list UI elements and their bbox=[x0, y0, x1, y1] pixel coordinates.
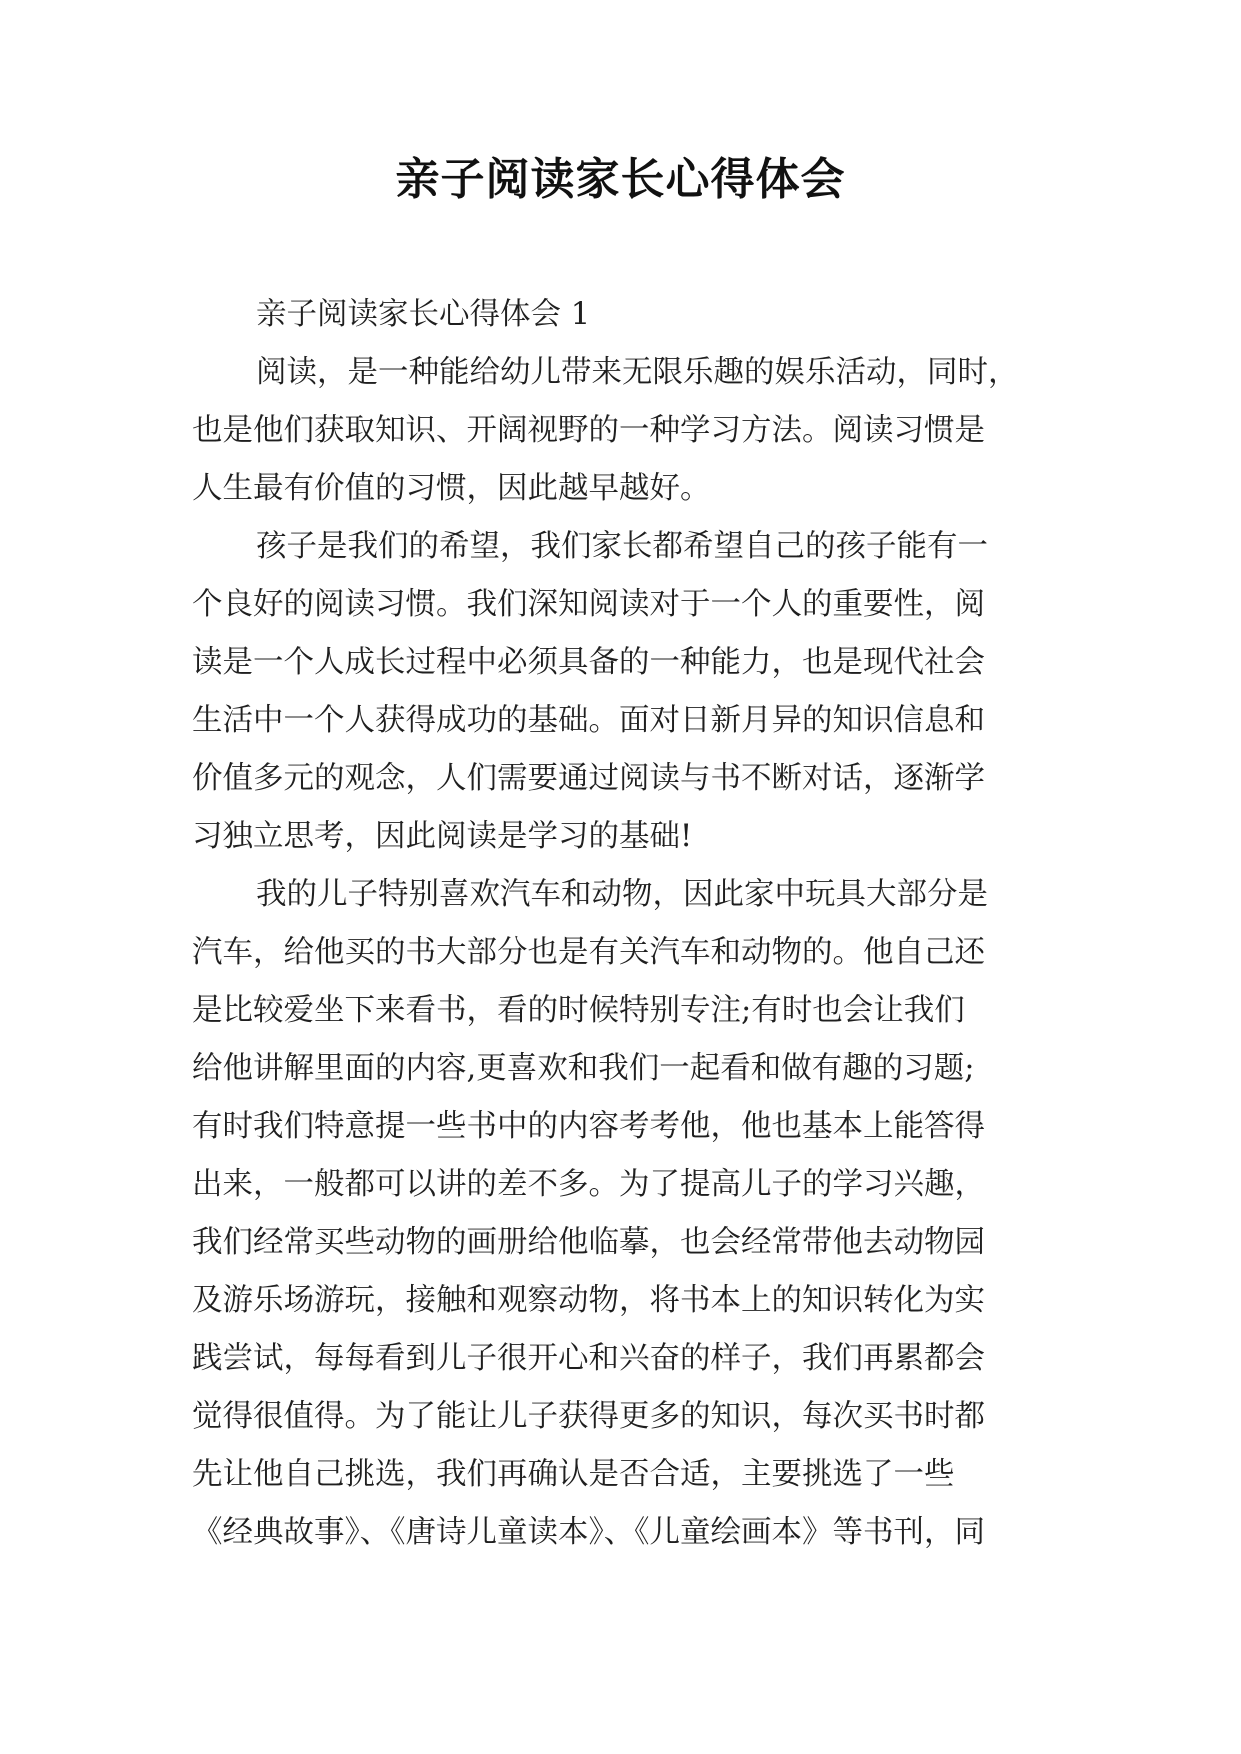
text-line: 价值多元的观念，人们需要通过阅读与书不断对话，逐渐学 bbox=[192, 761, 985, 796]
text-line: 《经典故事》、《唐诗儿童读本》、《儿童绘画本》等书刊，同 bbox=[192, 1515, 985, 1550]
text-line: 亲子阅读家长心得体会 1 bbox=[256, 297, 591, 332]
text-line: 阅读，是一种能给幼儿带来无限乐趣的娱乐活动，同时， bbox=[256, 355, 1019, 390]
document-body bbox=[192, 286, 1052, 1562]
text-line: 我们经常买些动物的画册给他临摹，也会经常带他去动物园 bbox=[192, 1225, 985, 1260]
text-line: 是比较爱坐下来看书，看的时候特别专注;有时也会让我们 bbox=[192, 993, 965, 1028]
text-line: 读是一个人成长过程中必须具备的一种能力，也是现代社会 bbox=[192, 645, 985, 680]
text-line: 汽车，给他买的书大部分也是有关汽车和动物的。他自己还 bbox=[192, 935, 985, 970]
text-line: 觉得很值得。为了能让儿子获得更多的知识，每次买书时都 bbox=[192, 1399, 985, 1434]
text-line: 人生最有价值的习惯，因此越早越好。 bbox=[192, 471, 711, 506]
text-line: 习独立思考，因此阅读是学习的基础! bbox=[192, 819, 693, 854]
document-title: 亲子阅读家长心得体会 bbox=[395, 154, 846, 205]
text-line: 我的儿子特别喜欢汽车和动物，因此家中玩具大部分是 bbox=[256, 877, 988, 912]
text-line: 也是他们获取知识、开阔视野的一种学习方法。阅读习惯是 bbox=[192, 413, 985, 448]
text-line: 生活中一个人获得成功的基础。面对日新月异的知识信息和 bbox=[192, 703, 985, 738]
text-line: 先让他自己挑选，我们再确认是否合适，主要挑选了一些 bbox=[192, 1457, 955, 1492]
text-line: 有时我们特意提一些书中的内容考考他，他也基本上能答得 bbox=[192, 1109, 985, 1144]
text-line: 给他讲解里面的内容,更喜欢和我们一起看和做有趣的习题; bbox=[192, 1051, 975, 1086]
text-line: 出来，一般都可以讲的差不多。为了提高儿子的学习兴趣， bbox=[192, 1167, 985, 1202]
text-line: 孩子是我们的希望，我们家长都希望自己的孩子能有一 bbox=[256, 529, 988, 564]
text-line: 及游乐场游玩，接触和观察动物，将书本上的知识转化为实 bbox=[192, 1283, 985, 1318]
text-line: 践尝试，每每看到儿子很开心和兴奋的样子，我们再累都会 bbox=[192, 1341, 985, 1376]
text-line: 个良好的阅读习惯。我们深知阅读对于一个人的重要性，阅 bbox=[192, 587, 985, 622]
